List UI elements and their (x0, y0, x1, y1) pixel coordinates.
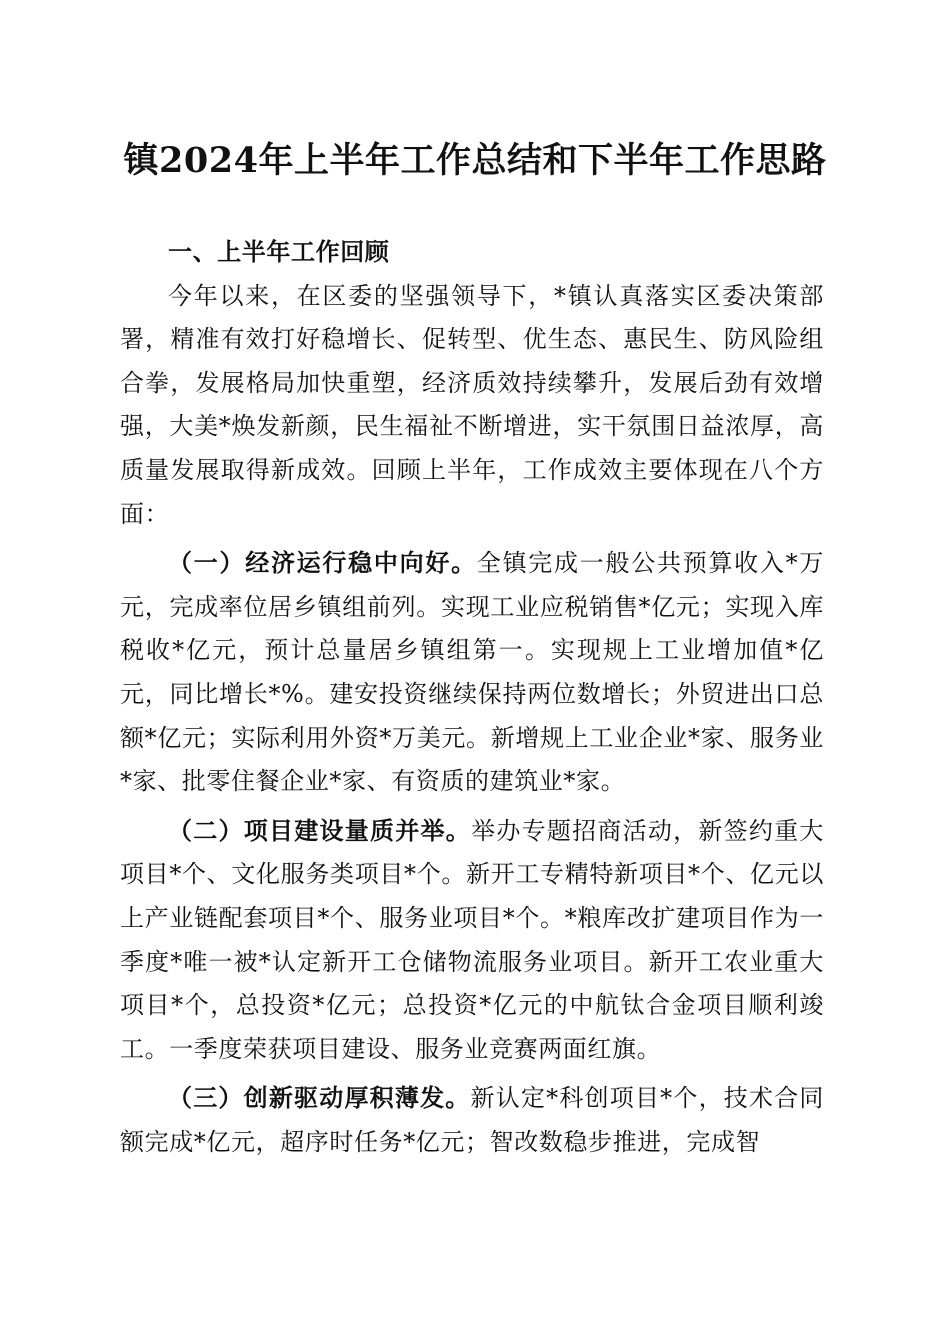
paragraph-innovation (120, 1076, 824, 1164)
paragraph-economy (120, 541, 824, 804)
paragraph-lead: （一）经济运行稳中向好。 (168, 548, 477, 578)
paragraph-text: 新认定*科创项目*个，技术合同额完成*亿元，超序时任务*亿元；智改数稳步推进，完成智 (120, 1084, 825, 1156)
document-body (120, 231, 824, 1164)
paragraph-text: 全镇完成一般公共预算收入*万元，完成率位居乡镇组前列。实现工业应税销售*亿元；实现入库税收*亿元，预计总量居乡镇组第一。实现规上工业增加值*亿元，同比增长*%。建安投资继续保持两位数增长；外贸进出口总额*亿元；实际利用外资*万美元。新增规上工业企业*家、服务业*家、批零住餐企业*家、有资质的建筑业*家。 (120, 549, 824, 796)
paragraph-text: 举办专题招商活动，新签约重大项目*个、文化服务类项目*个。新开工专精特新项目*个、亿元以上产业链配套项目*个、服务业项目*个。*粮库改扩建项目作为一季度*唯一被*认定新开工仓储物流服务业项目。新开工农业重大项目*个，总投资*亿元；总投资*亿元的中航钛合金项目顺利竣工。一季度荣获项目建设、服务业竞赛两面红旗。 (120, 816, 825, 1063)
document-title: 镇2024年上半年工作总结和下半年工作思路 (123, 140, 827, 181)
section-heading: 一、上半年工作回顾 (168, 238, 390, 266)
paragraph-lead: （二）项目建设量质并举。 (168, 815, 472, 845)
intro-paragraph: 今年以来，在区委的坚强领导下，*镇认真落实区委决策部署，精准有效打好稳增长、促转型、优生态、惠民生、防风险组合拳，发展格局加快重塑，经济质效持续攀升，发展后劲有效增强，大美*焕发新颜，民生福祉不断增进，实干氛围日益浓厚，高质量发展取得新成效。回顾上半年，工作成效主要体现在八个方面： (120, 281, 824, 528)
paragraph-lead: （三）创新驱动厚积薄发。 (168, 1083, 471, 1113)
paragraph-projects (120, 809, 824, 1072)
